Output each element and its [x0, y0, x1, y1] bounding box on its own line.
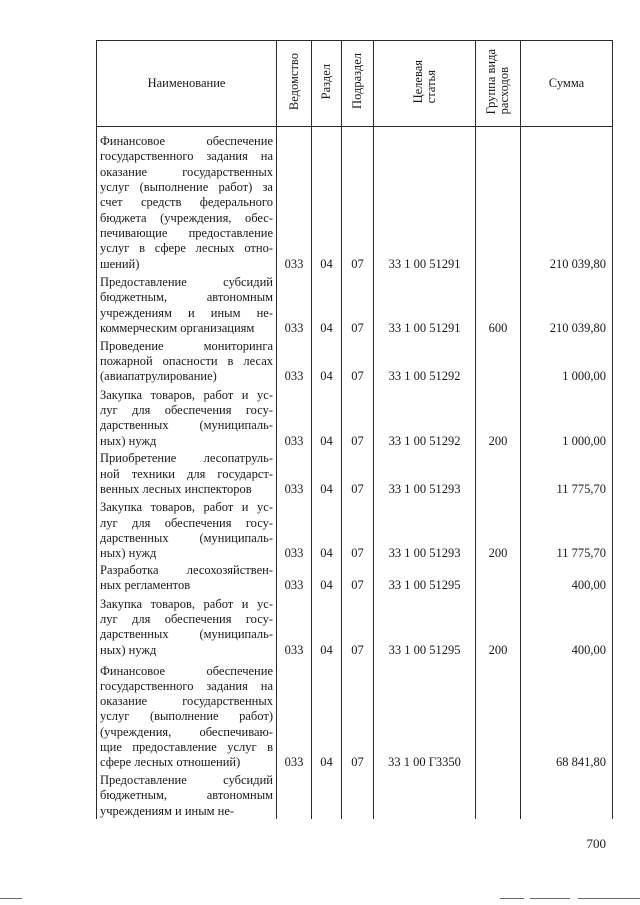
row-vedomstvo: 033	[277, 336, 312, 384]
row-name-line: бюджетным, автономным	[100, 290, 273, 305]
row-vedomstvo: 033	[277, 272, 312, 336]
row-podrazdel: 07	[342, 658, 374, 771]
row-sum	[521, 771, 613, 819]
row-target-article	[374, 771, 476, 819]
row-target-article: 33 1 00 51293	[374, 449, 476, 497]
row-target-article: 33 1 00 51292	[374, 336, 476, 384]
row-name	[97, 771, 277, 819]
row-podrazdel	[342, 771, 374, 819]
row-name-line: Финансовое обеспечение	[100, 134, 273, 149]
row-name-line: дарственных (муниципаль-	[100, 627, 273, 642]
row-expense-group: 200	[476, 497, 521, 561]
row-name	[97, 384, 277, 448]
row-name-line: Предоставление субсидий	[100, 773, 273, 788]
row-razdel: 04	[312, 336, 342, 384]
row-razdel: 04	[312, 497, 342, 561]
row-name-line: пожарной опасности в лесах	[100, 353, 273, 368]
budget-table	[96, 40, 613, 819]
row-sum: 68 841,80	[521, 658, 613, 771]
header-group: Группа видарасходов	[476, 41, 521, 127]
row-podrazdel: 07	[342, 497, 374, 561]
row-podrazdel: 07	[342, 127, 374, 272]
row-name-line: луг для обеспечения госу-	[100, 515, 273, 530]
row-name	[97, 658, 277, 771]
row-razdel: 04	[312, 594, 342, 658]
row-expense-group: 600	[476, 272, 521, 336]
row-vedomstvo: 033	[277, 497, 312, 561]
row-sum: 210 039,80	[521, 127, 613, 272]
row-razdel: 04	[312, 127, 342, 272]
row-name-line: печивающие предоставление	[100, 225, 273, 240]
row-sum: 1 000,00	[521, 336, 613, 384]
row-name	[97, 127, 277, 272]
row-name-line: учреждениям и иным не-	[100, 803, 235, 818]
header-name: Наименование	[97, 41, 277, 127]
row-name-line: государственного задания на	[100, 678, 273, 693]
row-name-line: венных лесных инспекторов	[100, 481, 252, 496]
row-target-article: 33 1 00 51291	[374, 127, 476, 272]
table-row	[97, 449, 613, 497]
header-target: Целеваястатья	[374, 41, 476, 127]
row-sum: 400,00	[521, 561, 613, 593]
row-name-line: Закупка товаров, работ и ус-	[100, 387, 273, 402]
row-expense-group	[476, 771, 521, 819]
header-vedomstvo: Ведомство	[277, 41, 312, 127]
row-expense-group	[476, 449, 521, 497]
header-razdel: Раздел	[312, 41, 342, 127]
row-name-line: ных) нужд	[100, 642, 157, 657]
row-name-line: Финансовое обеспечение	[100, 663, 273, 678]
row-name-line: коммерческим организациям	[100, 320, 255, 335]
row-razdel: 04	[312, 384, 342, 448]
row-name	[97, 449, 277, 497]
row-target-article: 33 1 00 51295	[374, 594, 476, 658]
row-name-line: оказание государственных	[100, 694, 273, 709]
row-name-line: счет средств федерального	[100, 195, 273, 210]
row-name-line: Разработка лесохозяйствен-	[100, 563, 273, 578]
row-vedomstvo: 033	[277, 594, 312, 658]
table-header-row	[97, 41, 613, 127]
row-name	[97, 561, 277, 593]
row-vedomstvo: 033	[277, 561, 312, 593]
row-sum: 11 775,70	[521, 449, 613, 497]
row-podrazdel: 07	[342, 272, 374, 336]
row-vedomstvo: 033	[277, 449, 312, 497]
footer-rule	[578, 898, 640, 899]
table-body	[97, 127, 613, 820]
row-name-line: щие предоставление услуг в	[100, 740, 273, 755]
row-vedomstvo: 033	[277, 127, 312, 272]
row-name-line: луг для обеспечения госу-	[100, 612, 273, 627]
row-vedomstvo: 033	[277, 384, 312, 448]
row-podrazdel: 07	[342, 384, 374, 448]
footer-rule	[500, 898, 524, 899]
row-name	[97, 497, 277, 561]
row-name	[97, 336, 277, 384]
row-name-line: учреждениям и иным не-	[100, 305, 273, 320]
row-name-line: ных) нужд	[100, 433, 157, 448]
row-name-line: ных) нужд	[100, 546, 157, 561]
row-name-line: Приобретение лесопатруль-	[100, 451, 273, 466]
row-vedomstvo	[277, 771, 312, 819]
row-target-article: 33 1 00 51291	[374, 272, 476, 336]
row-name	[97, 272, 277, 336]
header-podrazdel: Подраздел	[342, 41, 374, 127]
row-name-line: оказание государственных	[100, 164, 273, 179]
row-name-line: шений)	[100, 256, 140, 271]
row-name-line: Закупка товаров, работ и ус-	[100, 596, 273, 611]
row-expense-group: 200	[476, 384, 521, 448]
table-row	[97, 127, 613, 272]
row-podrazdel: 07	[342, 449, 374, 497]
row-name-line: луг для обеспечения госу-	[100, 402, 273, 417]
row-target-article: 33 1 00 Г3350	[374, 658, 476, 771]
table-row	[97, 272, 613, 336]
row-razdel	[312, 771, 342, 819]
row-name-line: дарственных (муниципаль-	[100, 418, 273, 433]
page-number: 700	[586, 836, 606, 851]
row-sum: 400,00	[521, 594, 613, 658]
table-row	[97, 771, 613, 819]
table-row	[97, 658, 613, 771]
row-sum: 1 000,00	[521, 384, 613, 448]
row-razdel: 04	[312, 561, 342, 593]
row-name-line: Предоставление субсидий	[100, 275, 273, 290]
row-expense-group: 200	[476, 594, 521, 658]
header-sum: Сумма	[521, 41, 613, 127]
row-name-line: бюджетным, автономным	[100, 788, 273, 803]
row-name-line: Закупка товаров, работ и ус-	[100, 500, 273, 515]
table-row	[97, 336, 613, 384]
row-name-line: государственного задания на	[100, 149, 273, 164]
row-vedomstvo: 033	[277, 658, 312, 771]
row-name-line: бюджета (учреждения, обес-	[100, 210, 273, 225]
row-name-line: услуг в сфере лесных отно-	[100, 241, 273, 256]
row-podrazdel: 07	[342, 336, 374, 384]
row-name-line: Проведение мониторинга	[100, 338, 273, 353]
row-target-article: 33 1 00 51295	[374, 561, 476, 593]
row-sum: 210 039,80	[521, 272, 613, 336]
row-target-article: 33 1 00 51292	[374, 384, 476, 448]
row-razdel: 04	[312, 272, 342, 336]
row-name	[97, 594, 277, 658]
table-row	[97, 561, 613, 593]
row-name-line: сфере лесных отношений)	[100, 755, 241, 770]
row-name-line: дарственных (муниципаль-	[100, 530, 273, 545]
row-name-line: ных регламентов	[100, 578, 191, 593]
row-podrazdel: 07	[342, 594, 374, 658]
table-row	[97, 384, 613, 448]
row-name-line: услуг (выполнение работ) за	[100, 180, 273, 195]
row-target-article: 33 1 00 51293	[374, 497, 476, 561]
row-name-line: ной техники для государст-	[100, 466, 273, 481]
row-razdel: 04	[312, 449, 342, 497]
row-name-line: услуг (выполнение работ)	[100, 709, 273, 724]
footer-rule	[0, 898, 22, 899]
row-name-line: (учреждения, обеспечиваю-	[100, 724, 273, 739]
row-expense-group	[476, 336, 521, 384]
row-expense-group	[476, 127, 521, 272]
row-podrazdel: 07	[342, 561, 374, 593]
table-row	[97, 497, 613, 561]
table-row	[97, 594, 613, 658]
row-razdel: 04	[312, 658, 342, 771]
row-sum: 11 775,70	[521, 497, 613, 561]
row-expense-group	[476, 561, 521, 593]
row-name-line: (авиапатрулирование)	[100, 369, 217, 384]
row-expense-group	[476, 658, 521, 771]
footer-rule	[530, 898, 570, 899]
